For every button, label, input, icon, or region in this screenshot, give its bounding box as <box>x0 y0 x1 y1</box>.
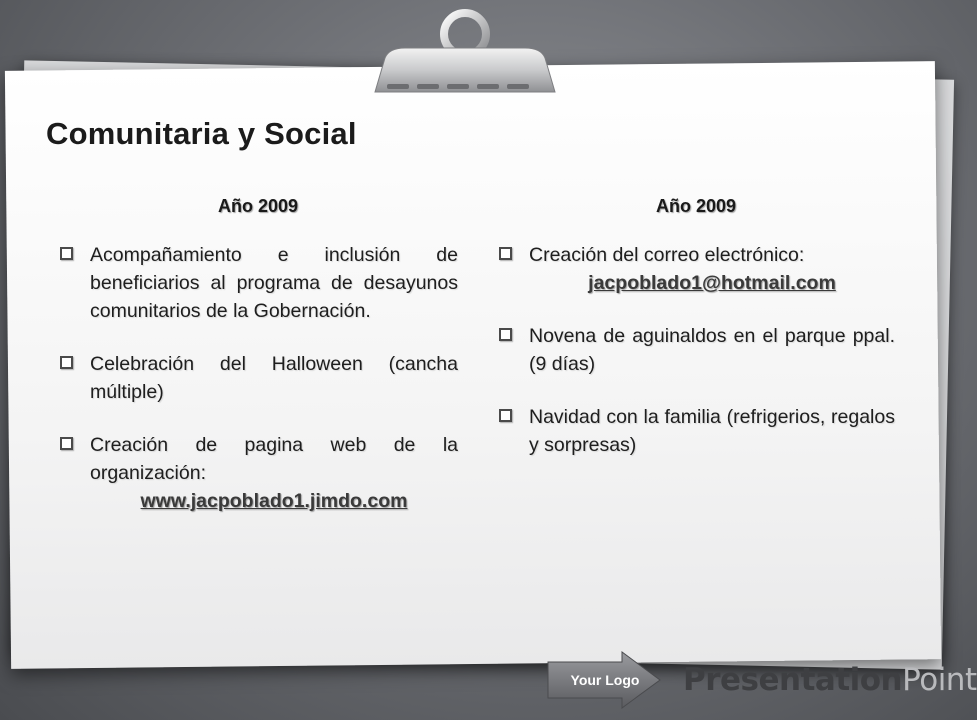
website-link[interactable]: www.jacpoblado1.jimdo.com <box>140 490 408 512</box>
email-link[interactable]: jacpoblado1@hotmail.com <box>588 272 836 294</box>
square-bullet-icon <box>60 247 73 260</box>
list-item <box>497 403 895 459</box>
left-bullet-list <box>58 241 458 515</box>
list-item-text: Navidad con la familia (refrigerios, regalos y sorpresas) <box>529 406 895 456</box>
brand-wordmark <box>683 662 977 698</box>
logo-label: Your Logo <box>570 672 640 688</box>
square-bullet-icon <box>499 328 512 341</box>
list-item-text: Creación de pagina web de la organización: <box>90 434 458 484</box>
right-column <box>497 196 895 484</box>
list-item <box>58 350 458 406</box>
left-column <box>58 196 458 540</box>
square-bullet-icon <box>60 437 73 450</box>
list-item-text: Creación del correo electrónico: <box>529 244 805 266</box>
brand-part-point: Point <box>902 662 977 698</box>
list-item <box>497 241 895 297</box>
slide-title: Comunitaria y Social <box>46 116 357 151</box>
right-year-heading: Año 2009 <box>655 196 737 216</box>
list-item-text: Novena de aguinaldos en el parque ppal.(9 días) <box>529 325 895 375</box>
brand-part-presentation: Presentation <box>683 662 903 698</box>
list-item <box>58 241 458 325</box>
list-item-text: Acompañamiento e inclusión de beneficiarios al programa de desayunos comunitarios de la Gobernación. <box>90 244 458 322</box>
list-item-text: Celebración del Halloween (cancha múltiple) <box>90 353 458 403</box>
square-bullet-icon <box>60 356 73 369</box>
paper-clip-icon <box>365 6 565 102</box>
right-bullet-list <box>497 241 895 459</box>
left-year-heading: Año 2009 <box>217 196 299 216</box>
square-bullet-icon <box>499 247 512 260</box>
list-item <box>497 322 895 378</box>
list-item <box>58 431 458 515</box>
square-bullet-icon <box>499 409 512 422</box>
